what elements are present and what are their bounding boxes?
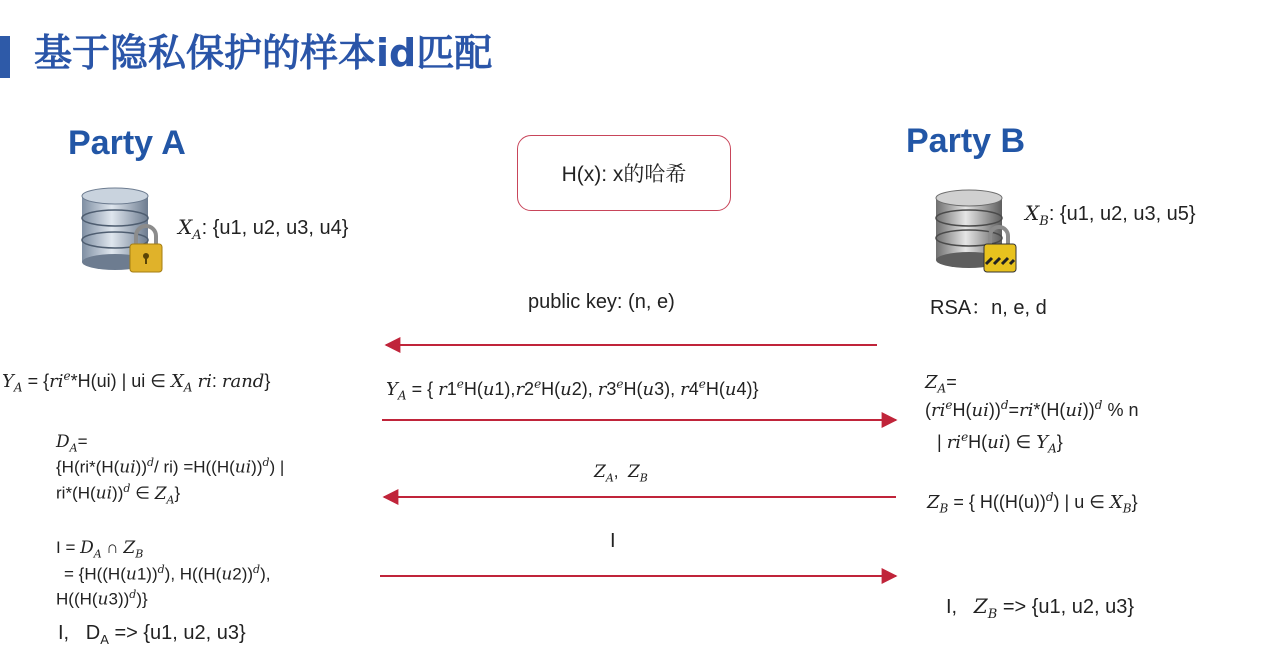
public-key-label: public key: (n, e) [528, 291, 675, 313]
d-a-definition-line2: {$H(ri*(H(ui))^d/$ $ri) =H((H(ui))^d)$ | [56, 456, 285, 478]
z-a-definition-line3: | $ri^eH(ui)$ ∈ $Y_A$} [937, 430, 1063, 456]
intersection-definition-line2: = {$H((H(u1))^d)$, $H((H(u2))^d)$, [64, 563, 271, 585]
z-b-definition: $Z_B$ = { $H((H(u))^d)$ | u ∈ $X_B$} [927, 490, 1138, 516]
party-b-result: I, $Z_B => \{u1$, u2, u3} [946, 594, 1135, 622]
party-a-label: Party A [68, 124, 186, 162]
intersection-definition-line3: $H((H(u3))^d)$} [56, 588, 148, 610]
rsa-keys: RSA：n, e, d [930, 297, 1047, 319]
party-a-result: I, $D_A => \{u1$, u2, u3} [58, 622, 246, 647]
hash-definition-text: H(x): x的哈希 [561, 163, 687, 186]
page-title: 基于隐私保护的样本id匹配 [34, 31, 493, 75]
d-a-definition-line3: $ri*(H(ui))^d$ ∈ $Z_A$} [56, 482, 181, 507]
z-pair-message: $Z_A$, $Z_B$ [594, 462, 648, 485]
d-a-definition-line1: $D_A=$ [56, 432, 88, 455]
i-message: I [610, 530, 616, 552]
party-b-label: Party B [906, 122, 1026, 160]
intersection-definition-line1: $I = D_A$ ∩ $Z_B$ [56, 538, 144, 561]
party-b-set: $X_B$: {u1, u2, u3, u5} [1025, 201, 1196, 229]
z-a-definition-line2: $(ri^eH(ui))^d=ri*(H(ui))^d$ % n [925, 398, 1139, 421]
party-a-set: $X_A$: {u1, u2, u3, u4} [178, 215, 349, 243]
y-a-definition: $Y_A = \{ri^e*H(ui)$ | ui ∈ $X_A$ ri: rand} [2, 369, 271, 395]
y-a-message: $Y_A$ = { r1eH(u1),r2eH(u2), r3eH(u3), r4eH(u4)} [386, 377, 759, 403]
z-a-definition-line1: $Z_A=$ [925, 372, 957, 396]
